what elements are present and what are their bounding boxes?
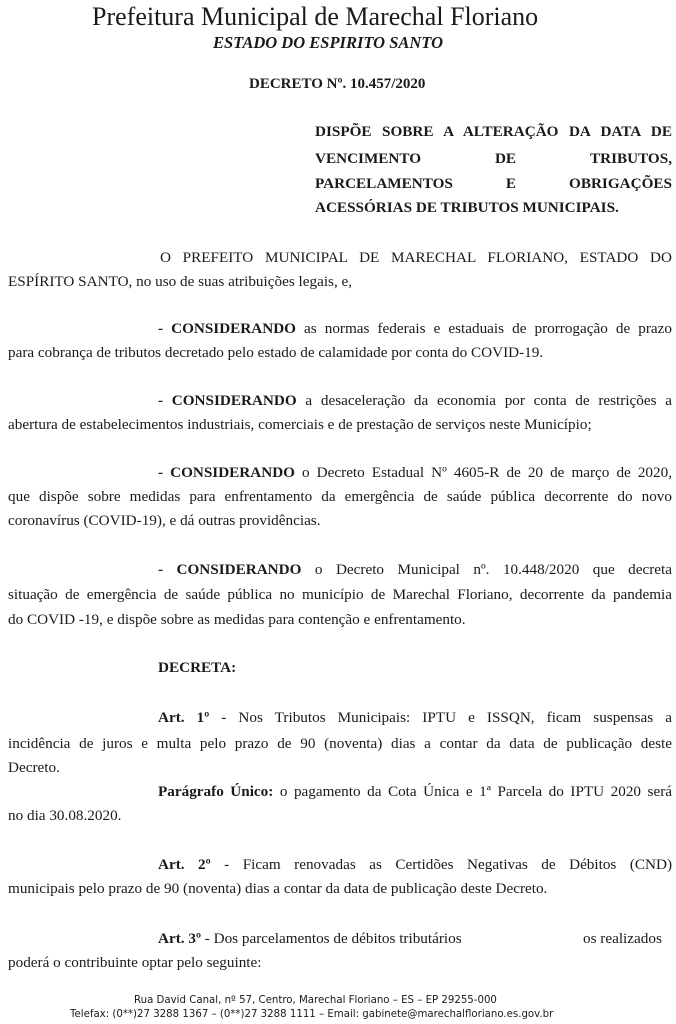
- art2-line-1: [158, 857, 672, 872]
- paragrafo-label: Parágrafo Único:: [158, 783, 274, 800]
- considerando-4-line-3: do COVID -19, e dispõe sobre as medidas para contenção e enfrentamento.: [8, 611, 466, 628]
- preamble-line-1: O PREFEITO MUNICIPAL DE MARECHAL FLORIANO, ESTADO DO: [160, 249, 672, 266]
- considerando-3-lead: - CONSIDERANDO: [158, 464, 295, 481]
- page-title: Prefeitura Municipal de Marechal Floriano: [92, 2, 539, 31]
- considerando-1-text: as normas federais e estaduais de prorrogação de prazo: [304, 320, 672, 337]
- preamble-line-2: ESPÍRITO SANTO, no uso de suas atribuições legais, e,: [8, 273, 353, 290]
- considerando-4-lead: - CONSIDERANDO: [158, 561, 302, 578]
- considerando-3-text: o Decreto Estadual Nº 4605-R de 20 de março de 2020,: [302, 464, 672, 481]
- considerando-4-line-2: situação de emergência de saúde pública no município de Marechal Floriano, decorrente da pandemia: [8, 586, 672, 603]
- footer-address: Rua David Canal, nº 57, Centro, Marechal Floriano – ES – EP 29255-000: [134, 995, 497, 1006]
- considerando-4-line-1: [158, 562, 672, 577]
- considerando-1-line-2: para cobrança de tributos decretado pelo estado de calamidade por conta do COVID-19.: [8, 344, 544, 361]
- considerando-2-line-1: [158, 393, 672, 408]
- state-subtitle: ESTADO DO ESPIRITO SANTO: [213, 33, 443, 52]
- footer-contact: Telefax: (0**)27 3288 1367 – (0**)27 3288 1111 – Email: gabinete@marechalfloriano.es.gov.br: [70, 1009, 554, 1020]
- art1-line-1: [158, 710, 672, 725]
- ementa-line-4: ACESSÓRIAS DE TRIBUTOS MUNICIPAIS.: [315, 199, 619, 216]
- art1-line-2: incidência de juros e multa pelo prazo de 90 (noventa) dias a contar da data de publicação deste: [8, 735, 672, 752]
- paragrafo-line-1: [158, 784, 672, 799]
- considerando-4-text: o Decreto Municipal nº. 10.448/2020 que decreta: [314, 561, 672, 578]
- art2-label: Art. 2º: [158, 856, 211, 873]
- considerando-3-line-3: coronavírus (COVID-19), e dá outras providências.: [8, 512, 321, 529]
- paragrafo-text: o pagamento da Cota Única e 1ª Parcela do IPTU 2020 será: [279, 783, 672, 800]
- art1-text: - Nos Tributos Municipais: IPTU e ISSQN, ficam suspensas a: [221, 709, 672, 726]
- considerando-2-text: a desaceleração da economia por conta de restrições a: [305, 392, 672, 409]
- ementa-line-2: VENCIMENTO DE TRIBUTOS,: [315, 150, 672, 167]
- art3-text-b: os realizados: [583, 930, 662, 947]
- art2-line-2: municipais pelo prazo de 90 (noventa) dias a contar da data de publicação deste Decreto.: [8, 880, 548, 897]
- considerando-3-line-1: [158, 465, 672, 480]
- art3-text-a: - Dos parcelamentos de débitos tributários: [204, 930, 462, 947]
- considerando-1-lead: - CONSIDERANDO: [158, 320, 296, 337]
- paragrafo-line-2: no dia 30.08.2020.: [8, 807, 122, 824]
- art1-line-3: Decreto.: [8, 759, 60, 776]
- art3-line-1a: [158, 931, 462, 946]
- decreta-heading: DECRETA:: [158, 659, 237, 676]
- considerando-2-lead: - CONSIDERANDO: [158, 392, 297, 409]
- ementa-line-3: PARCELAMENTOS E OBRIGAÇÕES: [315, 175, 672, 192]
- considerando-3-line-2: que dispõe sobre medidas para enfrentamento da emergência de saúde pública decorrente do novo: [8, 488, 672, 505]
- decree-number: DECRETO Nº. 10.457/2020: [249, 76, 426, 92]
- art1-label: Art. 1º: [158, 709, 210, 726]
- considerando-1-line-1: [158, 321, 672, 336]
- art3-label: Art. 3º: [158, 930, 201, 947]
- considerando-2-line-2: abertura de estabelecimentos industriais, comerciais e de prestação de serviços neste Município;: [8, 416, 592, 433]
- ementa-line-1: DISPÕE SOBRE A ALTERAÇÃO DA DATA DE: [315, 123, 672, 140]
- art3-line-2: poderá o contribuinte optar pelo seguinte:: [8, 954, 262, 971]
- art2-text: - Ficam renovadas as Certidões Negativas de Débitos (CND): [224, 856, 673, 873]
